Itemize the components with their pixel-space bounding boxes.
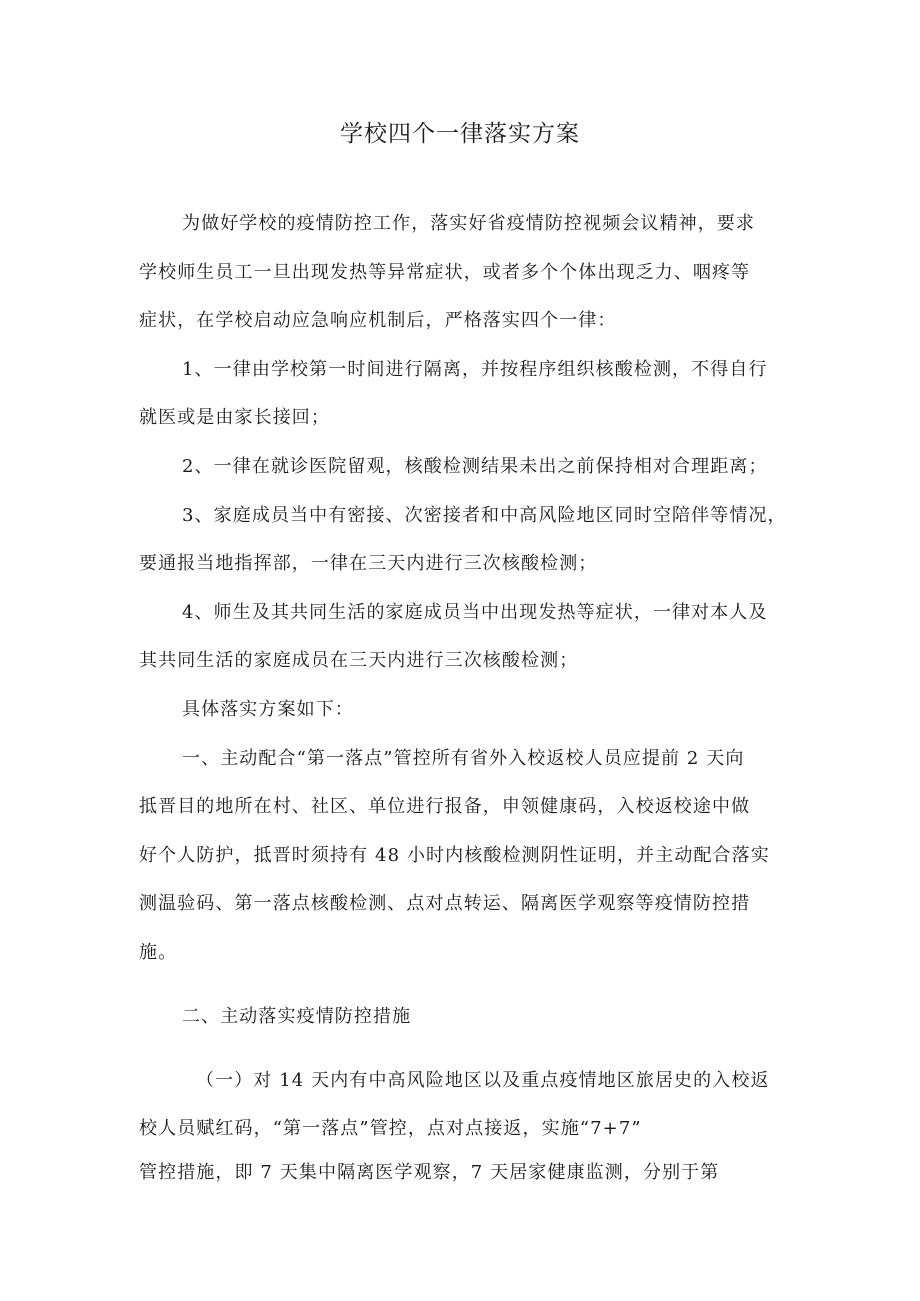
paragraph-line: 要通报当地指挥部，一律在三天内进行三次核酸检测；	[139, 553, 598, 574]
paragraph-line: 施。	[139, 942, 178, 963]
paragraph-line: 校人员赋红码，“第一落点”管控，点对点接返，实施“7+7”	[139, 1118, 642, 1139]
section-heading: 二、主动落实疫情防控措施	[182, 1006, 412, 1027]
paragraph-line: 2、一律在就诊医院留观，核酸检测结果未出之前保持相对合理距离；	[182, 456, 768, 477]
paragraph-line: 4、师生及其共同生活的家庭成员当中出现发热等症状，一律对本人及	[182, 602, 768, 623]
paragraph-line: 就医或是由家长接回；	[139, 407, 330, 428]
paragraph-line: 1、一律由学校第一时间进行隔离，并按程序组织核酸检测，不得自行	[182, 359, 768, 380]
paragraph-line: 抵晋目的地所在村、社区、单位进行报备，申领健康码，入校返校途中做	[139, 796, 751, 817]
paragraph-line: 具体落实方案如下：	[182, 699, 354, 720]
paragraph-line: （一）对 14 天内有中高风险地区以及重点疫情地区旅居史的入校返	[196, 1070, 770, 1091]
paragraph-line: 管控措施，即 7 天集中隔离医学观察，7 天居家健康监测，分别于第	[139, 1162, 720, 1183]
paragraph-line: 一、主动配合“第一落点”管控所有省外入校返校人员应提前 2 天向	[182, 748, 745, 769]
paragraph-line: 为做好学校的疫情防控工作，落实好省疫情防控视频会议精神，要求	[182, 213, 755, 234]
paragraph-line: 学校师生员工一旦出现发热等异常症状，或者多个个体出现乏力、咽疼等	[139, 262, 751, 283]
paragraph-line: 其共同生活的家庭成员在三天内进行三次核酸检测；	[139, 650, 579, 671]
paragraph-line: 症状，在学校启动应急响应机制后，严格落实四个一律：	[139, 310, 617, 331]
document-title: 学校四个一律落实方案	[340, 121, 580, 147]
paragraph-line: 3、家庭成员当中有密接、次密接者和中高风险地区同时空陪伴等情况，	[182, 505, 787, 526]
paragraph-line: 测温验码、第一落点核酸检测、点对点转运、隔离医学观察等疫情防控措	[139, 893, 751, 914]
paragraph-line: 好个人防护，抵晋时须持有 48 小时内核酸检测阴性证明，并主动配合落实	[139, 845, 770, 866]
